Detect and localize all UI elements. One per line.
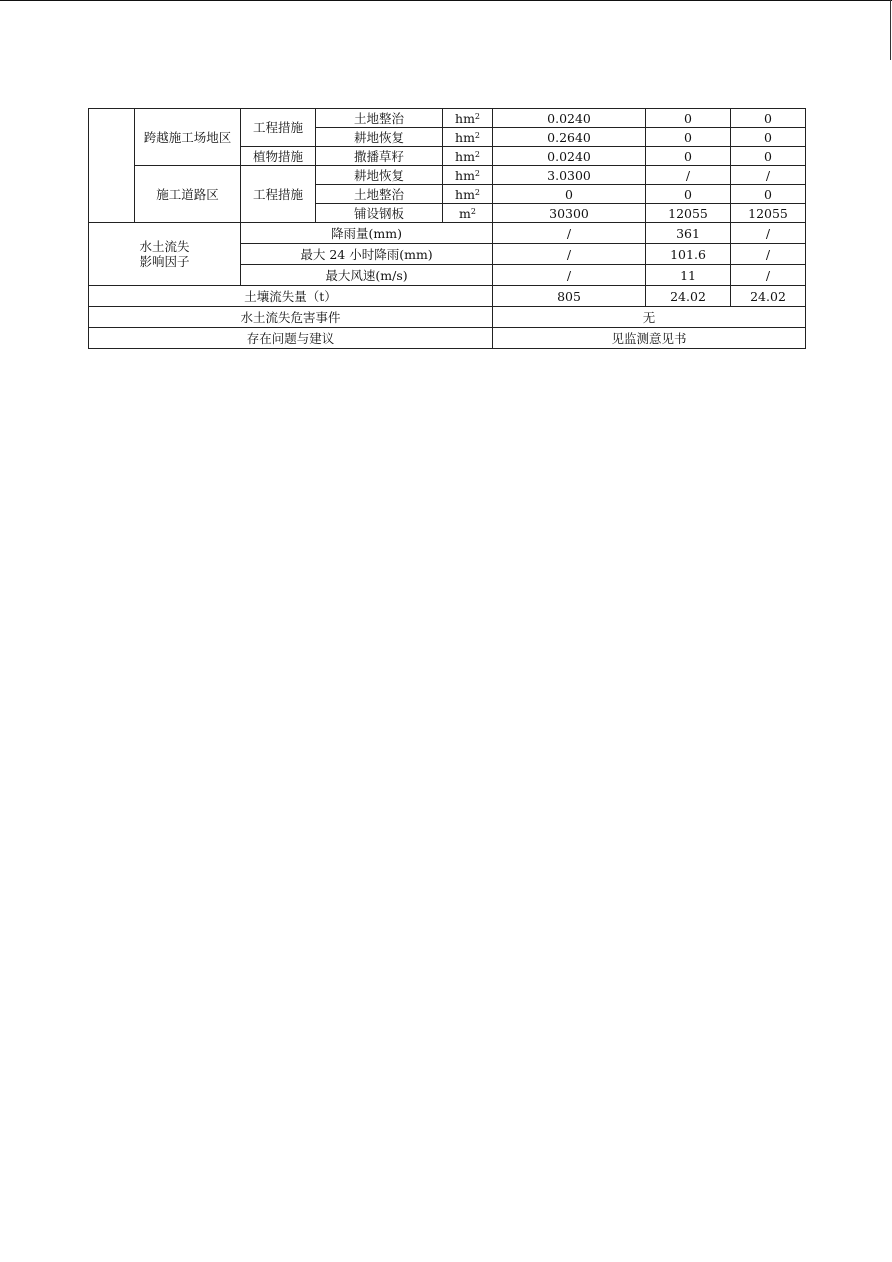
measure-type-cell: 工程措施 [241,109,316,147]
design-value-cell: 3.0300 [493,166,646,185]
soil-loss-label: 土壤流失量（t） [89,286,493,307]
design-value-cell: / [493,244,646,265]
period-value-cell: / [646,166,731,185]
item-cell: 撒播草籽 [316,147,443,166]
total-value-cell: 0 [731,185,806,204]
period-value-cell: 0 [646,147,731,166]
unit-cell: $hm^2$ [443,147,493,166]
period-value-cell: 0 [646,109,731,128]
total-value-cell: 12055 [731,204,806,223]
design-value-cell: 805 [493,286,646,307]
total-value-cell: / [731,223,806,244]
table-row [89,286,806,307]
design-value-cell: / [493,223,646,244]
period-value-cell: 12055 [646,204,731,223]
area-cell: 跨越施工场地区 [135,109,241,166]
period-value-cell: 101.6 [646,244,731,265]
unit-cell: $hm^2$ [443,128,493,147]
unit-cell: $m^2$ [443,204,493,223]
hazard-value: 无 [493,307,806,328]
hazard-label: 水土流失危害事件 [89,307,493,328]
item-cell: 耕地恢复 [316,128,443,147]
design-value-cell: / [493,265,646,286]
table-row [89,166,806,185]
page-right-rule [890,0,891,60]
factor-label-line1: 水土流失 [139,239,190,254]
measure-type-cell: 工程措施 [241,166,316,223]
page-top-rule [0,0,892,1]
design-value-cell: 0.2640 [493,128,646,147]
design-value-cell: 0.0240 [493,147,646,166]
blank-category-cell [89,109,135,223]
factor-item-cell: 最大 24 小时降雨(mm) [241,244,493,265]
design-value-cell: 0 [493,185,646,204]
total-value-cell: / [731,166,806,185]
table-row [89,328,806,349]
unit-cell: $hm^2$ [443,185,493,204]
issues-value: 见监测意见书 [493,328,806,349]
table-row [89,307,806,328]
item-cell: 耕地恢复 [316,166,443,185]
unit-cell: $hm^2$ [443,109,493,128]
table-row [89,223,806,244]
design-value-cell: 30300 [493,204,646,223]
item-cell: 土地整治 [316,109,443,128]
item-cell: 土地整治 [316,185,443,204]
factor-label-cell [89,223,241,286]
period-value-cell: 0 [646,185,731,204]
total-value-cell: 0 [731,109,806,128]
total-value-cell: 0 [731,128,806,147]
measure-type-cell: 植物措施 [241,147,316,166]
factor-item-cell: 降雨量(mm) [241,223,493,244]
total-value-cell: / [731,244,806,265]
period-value-cell: 11 [646,265,731,286]
area-cell: 施工道路区 [135,166,241,223]
total-value-cell: 24.02 [731,286,806,307]
period-value-cell: 0 [646,128,731,147]
issues-label: 存在问题与建议 [89,328,493,349]
period-value-cell: 24.02 [646,286,731,307]
monitoring-table [88,108,806,349]
factor-item-cell: 最大风速(m/s) [241,265,493,286]
total-value-cell: / [731,265,806,286]
period-value-cell: 361 [646,223,731,244]
factor-label-line2: 影响因子 [139,254,190,269]
item-cell: 铺设钢板 [316,204,443,223]
total-value-cell: 0 [731,147,806,166]
table-row [89,109,806,128]
unit-cell: $hm^2$ [443,166,493,185]
design-value-cell: 0.0240 [493,109,646,128]
